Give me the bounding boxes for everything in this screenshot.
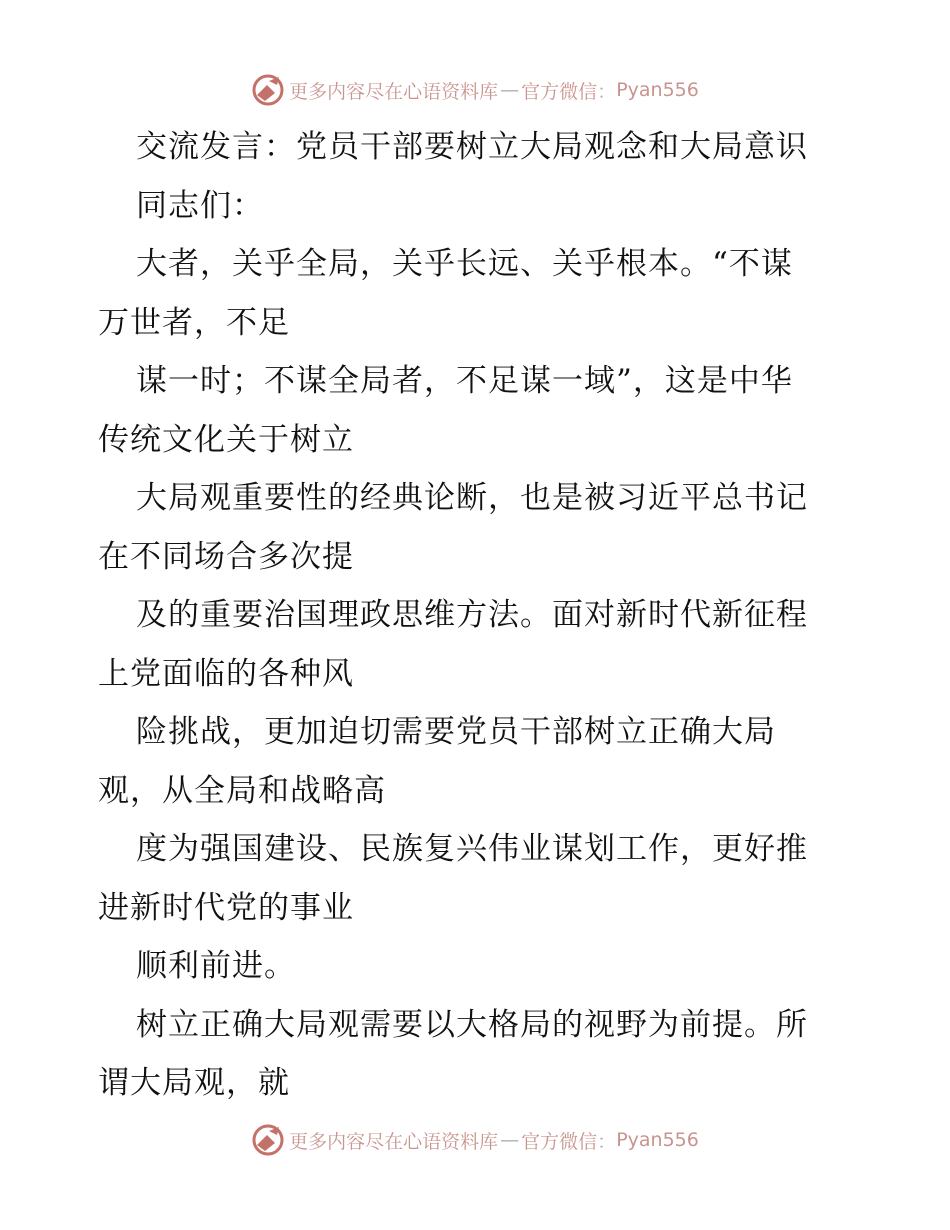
text-line: 谓大局观，就 — [98, 1065, 290, 1101]
banner-handle: Pyan556 — [616, 1129, 699, 1151]
text-line: 谋一时；不谋全局者，不足谋一域”，这是中华 — [136, 363, 793, 399]
book-pen-logo-icon — [251, 73, 285, 107]
banner-brand: 更多内容尽在心语资料库 — [289, 1130, 499, 1153]
text-line: 上党面临的各种风 — [98, 655, 354, 692]
text-line: 及的重要治国理政思维方法。面对新时代新征程 — [136, 597, 808, 633]
text-line: 传统文化关于树立 — [98, 421, 354, 458]
document-body — [98, 118, 858, 1113]
banner-dash: — — [500, 1129, 520, 1151]
text-line: 树立正确大局观需要以大格局的视野为前提。所 — [136, 1006, 808, 1043]
text-line: 万世者，不足 — [98, 304, 290, 341]
text-line: 大局观重要性的经典论断，也是被习近平总书记 — [136, 480, 808, 516]
text-line: 观，从全局和战略高 — [98, 772, 386, 809]
text-line: 险挑战，更加迫切需要党员干部树立正确大局 — [136, 714, 776, 750]
footer-watermark — [0, 1120, 950, 1160]
banner-separator: ： — [597, 80, 617, 103]
text-line: 大者，关乎全局，关乎长远、关乎根本。“不谋 — [136, 246, 793, 282]
text-line: 顺利前进。 — [136, 948, 296, 984]
text-line: 在不同场合多次提 — [98, 538, 354, 575]
book-pen-logo-icon — [251, 1123, 285, 1157]
banner-dash: — — [500, 79, 520, 101]
header-watermark — [0, 70, 950, 110]
text-line: 度为强国建设、民族复兴伟业谋划工作，更好推 — [136, 831, 808, 867]
banner-handle: Pyan556 — [616, 79, 699, 101]
banner-label: 官方微信 — [521, 1130, 598, 1153]
text-line: 同志们： — [136, 187, 264, 224]
banner-brand: 更多内容尽在心语资料库 — [289, 80, 499, 103]
text-line: 进新时代党的事业 — [98, 889, 354, 926]
banner-label: 官方微信 — [521, 80, 598, 103]
banner-separator: ： — [597, 1130, 617, 1153]
text-line: 交流发言：党员干部要树立大局观念和大局意识 — [136, 129, 808, 165]
